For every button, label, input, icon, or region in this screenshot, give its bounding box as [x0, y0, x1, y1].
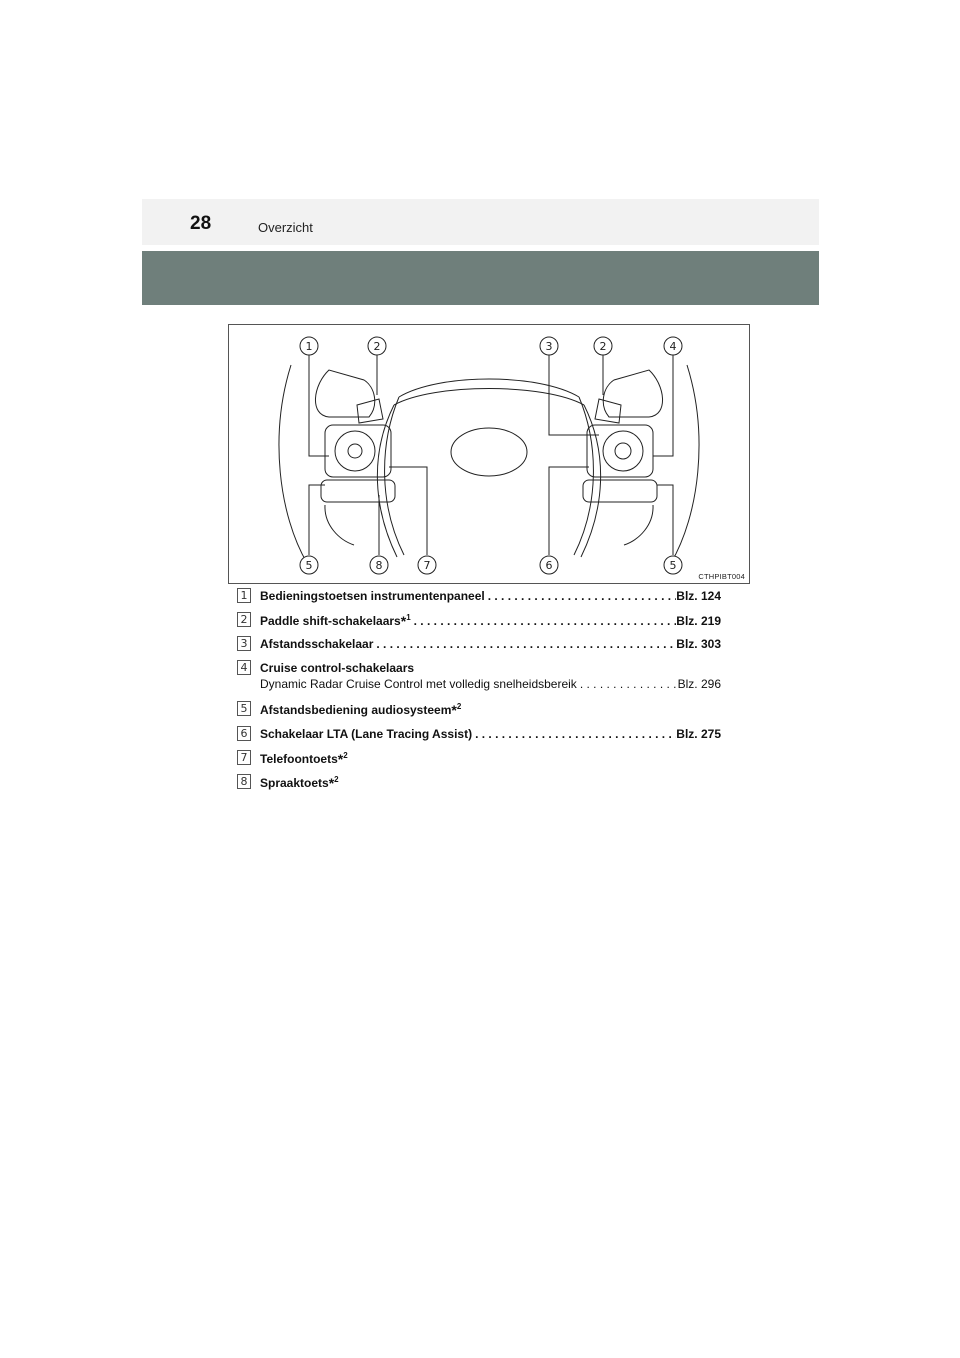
legend-sublabel: Dynamic Radar Cruise Control met volledig snelheidsbereik	[260, 677, 577, 691]
callout-label: 3	[545, 340, 553, 353]
page-reference: Blz. 219	[676, 614, 721, 628]
footnote-number: 2	[343, 751, 348, 760]
footnote-number: 1	[406, 613, 411, 622]
page-number: 28	[190, 213, 212, 234]
callout-label: 2	[599, 340, 607, 353]
legend-item	[260, 702, 721, 718]
legend-item	[260, 727, 721, 741]
footnote-mark: *	[400, 613, 407, 629]
page-reference: Blz. 275	[676, 727, 721, 741]
legend-number: 5	[237, 701, 251, 716]
legend-item	[260, 751, 721, 767]
page-header	[142, 199, 819, 245]
callout-label: 8	[375, 559, 383, 572]
legend-item	[260, 775, 721, 791]
section-title: Overzicht	[258, 220, 313, 235]
page-reference: Blz. 303	[676, 637, 721, 651]
callout-label: 2	[373, 340, 381, 353]
legend-number: 6	[237, 726, 251, 741]
callout-label: 5	[305, 559, 313, 572]
footnote-mark: *	[451, 702, 457, 718]
figure-code: CTHPIBT004	[698, 572, 745, 581]
legend-item	[260, 589, 721, 603]
footnote-mark: *	[328, 775, 335, 791]
legend-label: Afstandsschakelaar	[260, 637, 374, 651]
legend-number: 1	[237, 588, 251, 603]
footnote-number: 2	[334, 775, 339, 784]
page-reference: Blz. 124	[676, 589, 721, 603]
callout-label: 6	[545, 559, 553, 572]
steering-wheel-figure	[228, 324, 750, 584]
legend-label: Bedieningstoetsen instrumentenpaneel	[260, 589, 485, 603]
title-band	[142, 251, 819, 305]
legend-label: Paddle shift-schakelaars	[260, 614, 401, 628]
steering-wheel-illustration	[229, 325, 749, 583]
legend-label: Cruise control-schakelaars	[260, 661, 415, 675]
footnote-number: 2	[456, 702, 462, 711]
legend-item	[260, 613, 721, 629]
legend-number: 7	[237, 750, 251, 765]
callout-label: 7	[423, 559, 431, 572]
legend-label: Afstandsbediening audiosysteem	[260, 703, 452, 717]
legend-item	[260, 637, 721, 651]
page-reference: Blz. 296	[677, 677, 721, 691]
legend-number: 4	[237, 660, 251, 675]
legend-number: 8	[237, 774, 251, 789]
legend-label: Telefoontoets	[260, 752, 338, 766]
legend-number: 2	[237, 612, 251, 627]
callout-label: 5	[669, 559, 677, 572]
callout-label: 1	[305, 340, 313, 353]
legend-item	[260, 661, 721, 675]
legend-number: 3	[237, 636, 251, 651]
legend-label: Schakelaar LTA (Lane Tracing Assist)	[260, 727, 473, 741]
footnote-mark: *	[337, 751, 344, 767]
callout-label: 4	[669, 340, 677, 353]
legend-label: Spraaktoets	[260, 776, 329, 790]
legend-subitem	[260, 677, 721, 691]
